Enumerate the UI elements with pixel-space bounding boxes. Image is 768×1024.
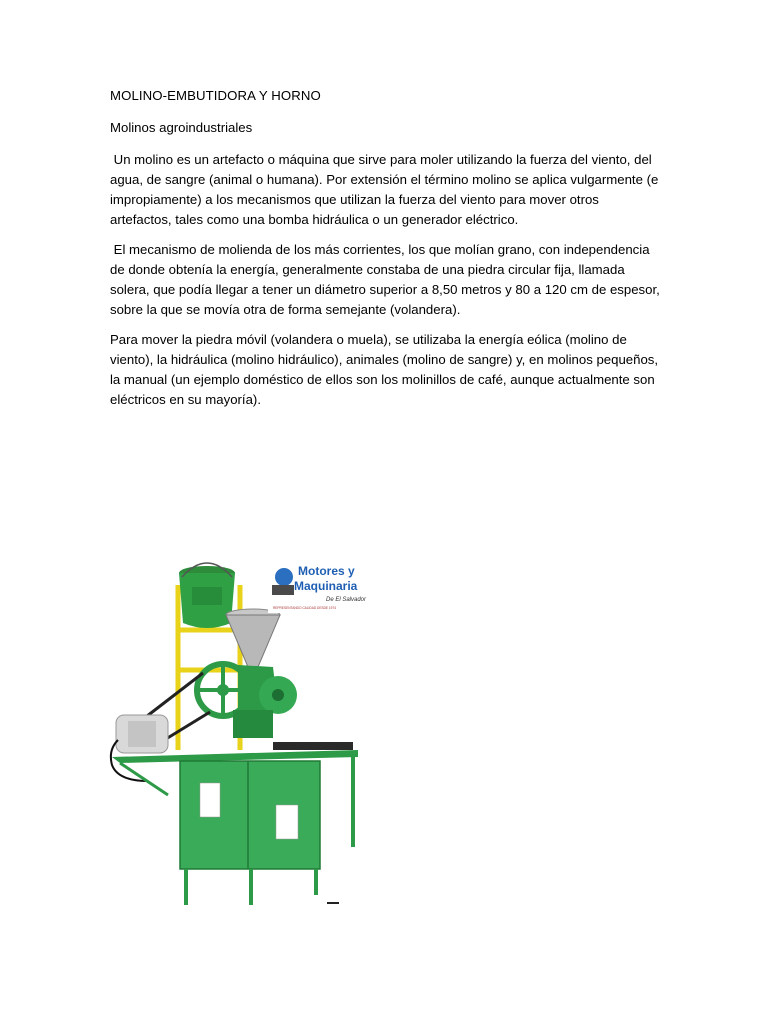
logo-line-1: Motores y bbox=[298, 564, 355, 578]
grinder-body bbox=[233, 665, 297, 738]
mill-machine-illustration bbox=[108, 555, 367, 907]
paragraph-1: Un molino es un artefacto o máquina que sirve para moler utilizando la fuerza del viento, del agua, de sangre (animal o humana). Por extensión el término molino se aplica vulgarmente (e impropiamente) a los mecanismos que utilizan la fuerza del viento para mover otros artefactos, tales como una bomba hidráulica o un generador eléctrico. bbox=[110, 152, 659, 227]
stray-dash-mark bbox=[327, 902, 339, 904]
mill-machine-photo bbox=[108, 555, 367, 907]
logo-sub: De El Salvador bbox=[326, 597, 367, 603]
paragraph-2: El mecanismo de molienda de los más corrientes, los que molían grano, con independencia de donde obtenía la energía, generalmente constaba de una piedra circular fija, llamada solera, que podía llegar a tener un diámetro superior a 8,50 metros y 80 a 120 cm de espesor, sobre la que se movía otra de forma semejante (volandera). bbox=[110, 242, 660, 317]
green-bucket bbox=[179, 563, 235, 628]
cabinet-sticker-left bbox=[200, 783, 220, 817]
document-title: MOLINO-EMBUTIDORA Y HORNO bbox=[110, 88, 321, 103]
hopper-funnel bbox=[226, 609, 280, 667]
electric-motor bbox=[111, 715, 168, 781]
green-cabinet bbox=[180, 761, 320, 905]
section-heading: Molinos agroindustriales bbox=[110, 120, 253, 135]
cabinet-sticker-right bbox=[276, 805, 298, 839]
document-body bbox=[110, 86, 660, 420]
logo-line-2: Maquinaria bbox=[294, 579, 358, 593]
paragraph-3: Para mover la piedra móvil (volandera o muela), se utilizaba la energía eólica (molino de viento), la hidráulica (molino hidráulico), animales (molino de sangre) y, en molinos pequeños, la manual (un ejemplo doméstico de ellos son los molinillos de café, aunque actualmente son eléctricos en su mayoría). bbox=[110, 332, 659, 407]
logo-tagline: REPRESENTANDO CALIDAD DESDE 1974 bbox=[273, 606, 337, 610]
brand-logo bbox=[268, 557, 367, 613]
